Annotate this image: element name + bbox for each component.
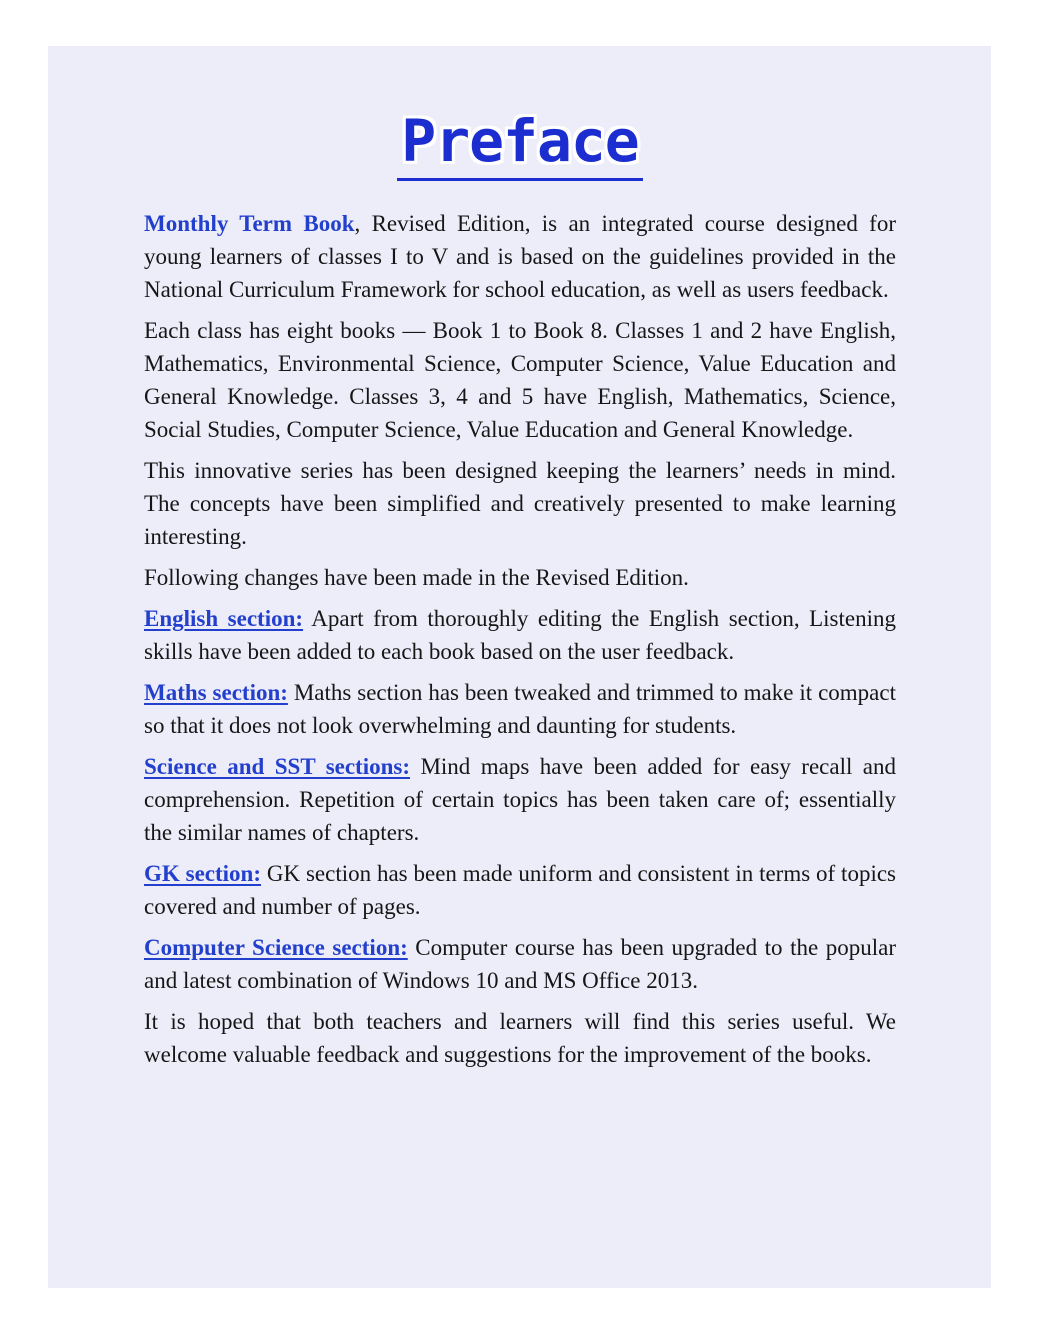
gk-section-lead: GK section: xyxy=(144,861,262,886)
science-sst-section-lead: Science and SST sections: xyxy=(144,754,411,779)
paragraph-intro xyxy=(144,207,896,306)
paragraph-body: , Revised Edition, is an integrated course designed for young learners of classes I to V and is based on the guidelines provided in the National Curriculum Framework for school education, as well as users feedback. xyxy=(144,211,896,302)
preface-card xyxy=(48,46,991,1288)
paragraph-computer-science-section xyxy=(144,931,896,997)
paragraph-body: Following changes have been made in the Revised Edition. xyxy=(144,565,689,590)
page-title: Preface xyxy=(401,107,639,175)
paragraph-body: Mind maps have been added for easy recall and comprehension. Repetition of certain topics has been taken care of; essentially the similar names of chapters. xyxy=(144,754,896,845)
paragraph-gk-section xyxy=(144,857,896,923)
paragraph-structure xyxy=(144,314,896,446)
english-section-lead: English section: xyxy=(144,606,304,631)
paragraph-english-section xyxy=(144,602,896,668)
paragraph-body: Computer course has been upgraded to the popular and latest combination of Windows 10 and MS Office 2013. xyxy=(144,935,896,993)
title-underline xyxy=(397,178,643,181)
paragraph-body: This innovative series has been designed keeping the learners’ needs in mind. The concepts have been simplified and creatively presented to make learning interesting. xyxy=(144,458,896,549)
computer-science-section-lead: Computer Science section: xyxy=(144,935,408,960)
paragraph-body: GK section has been made uniform and consistent in terms of topics covered and number of pages. xyxy=(144,861,896,919)
paragraph-body: Maths section has been tweaked and trimmed to make it compact so that it does not look overwhelming and daunting for students. xyxy=(144,680,896,738)
paragraph-body: Each class has eight books — Book 1 to Book 8. Classes 1 and 2 have English, Mathematics, Environmental Science, Computer Science, Value Education and General Knowledge. Classes 3, 4 and 5 have English, Mathematics, Science, Social Studies, Computer Science, Value Education and General Knowledge. xyxy=(144,318,896,442)
paragraph-changes-note xyxy=(144,561,896,594)
paragraph-maths-section xyxy=(144,676,896,742)
preface-text xyxy=(144,207,896,1071)
book-title-lead: Monthly Term Book xyxy=(144,211,355,236)
maths-section-lead: Maths section: xyxy=(144,680,288,705)
paragraph-design xyxy=(144,454,896,553)
paragraph-closing xyxy=(144,1005,896,1071)
paragraph-body: It is hoped that both teachers and learners will find this series useful. We welcome valuable feedback and suggestions for the improvement of the books. xyxy=(144,1009,896,1067)
title-block xyxy=(144,107,896,181)
paragraph-body: Apart from thoroughly editing the English section, Listening skills have been added to each book based on the user feedback. xyxy=(144,606,896,664)
paragraph-science-sst-section xyxy=(144,750,896,849)
